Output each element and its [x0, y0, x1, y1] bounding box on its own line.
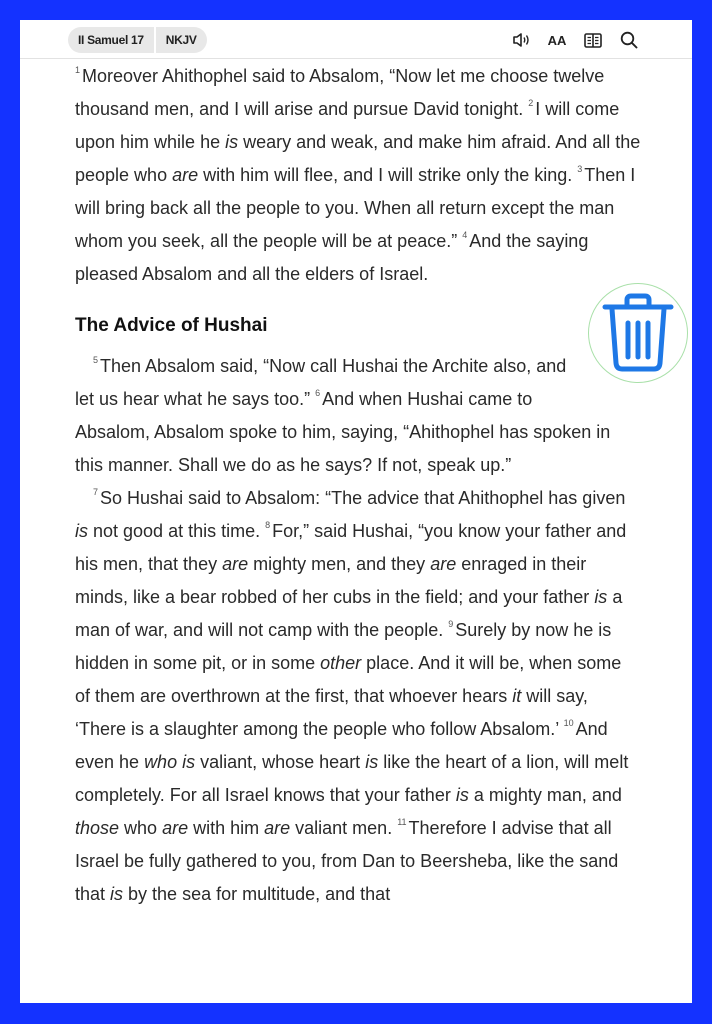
reader-page	[20, 20, 692, 1003]
verse-text: And the saying pleased Absalom and all the elders of Israel.	[75, 231, 589, 284]
italic-text: is	[110, 884, 124, 904]
verse-number: 1	[75, 65, 81, 75]
verse-text: For,” said Hushai, “you know your father and his men, that they	[75, 521, 627, 574]
italic-text: is	[455, 785, 469, 805]
verse-text: And when Hushai came to Absalom, Absalom spoke to him, saying, “Ahithophel has spoken in this manner. Shall we do as he says? If not, speak up.”	[75, 389, 611, 475]
italic-text: it	[512, 686, 522, 706]
verse-text: will say, ‘There is a slaughter among the people who follow Absalom.’	[75, 686, 588, 739]
verse-text: by the sea for multitude, and that	[123, 884, 391, 904]
italic-text: is	[365, 752, 379, 772]
verse-number: 5	[93, 355, 99, 365]
trash-icon	[601, 293, 675, 373]
verse-text: enraged in their minds, like a bear robbed of her cubs in the field; and your father	[75, 554, 595, 607]
verse-text: mighty men, and they	[248, 554, 431, 574]
italic-text: those	[75, 818, 120, 838]
chapter-text	[75, 60, 641, 911]
verse-number: 3	[577, 164, 583, 174]
verse-text: weary and weak, and make him afraid. And all the people who	[75, 132, 641, 185]
verse-number: 8	[265, 520, 271, 530]
paragraph	[75, 350, 641, 482]
verse-text: So Hushai said to Absalom: “The advice that Ahithophel has given	[100, 488, 626, 508]
speaker-icon[interactable]	[510, 30, 532, 50]
verse-text: Then Absalom said, “Now call Hushai the Archite also, and let us hear what he says too.”	[75, 356, 567, 409]
verse-text: Then I will bring back all the people to you. When all return except the man whom you seek, all the people will be at peace.”	[75, 165, 636, 251]
italic-text: other	[320, 653, 362, 673]
verse-number: 11	[397, 817, 407, 827]
verse-number: 10	[563, 718, 574, 728]
verse-text: valiant, whose heart	[195, 752, 366, 772]
italic-text: is	[225, 132, 239, 152]
italic-text: are	[430, 554, 457, 574]
italic-text: are	[172, 165, 199, 185]
italic-text: are	[222, 554, 249, 574]
verse-text: with him	[188, 818, 265, 838]
verse-number: 2	[528, 98, 534, 108]
text-size-icon[interactable]: AA	[547, 32, 567, 48]
search-icon[interactable]	[618, 30, 640, 50]
trash-button[interactable]	[588, 283, 688, 383]
italic-text: are	[264, 818, 291, 838]
book-chapter-button[interactable]: II Samuel 17	[78, 33, 144, 47]
verse-text: I will come upon him while he	[75, 99, 620, 152]
section-heading: The Advice of Hushai	[75, 315, 268, 336]
verse-text: who	[119, 818, 163, 838]
italic-text: is	[75, 521, 88, 541]
verse-number: 4	[462, 230, 468, 240]
verse-number: 9	[448, 619, 454, 629]
verse-text: place. And it will be, when some of them are overthrown at the first, that whoever hears	[75, 653, 622, 706]
paragraph	[75, 482, 641, 911]
verse-number: 7	[93, 487, 99, 497]
version-button[interactable]: NKJV	[165, 33, 197, 47]
passage-selector	[68, 27, 207, 53]
verse-text: a mighty man, and	[468, 785, 622, 805]
verse-text: not good at this time.	[88, 521, 266, 541]
verse-text: valiant men.	[290, 818, 398, 838]
italic-text: are	[162, 818, 189, 838]
paragraph	[75, 60, 641, 291]
verse-text: And even he	[75, 719, 608, 772]
verse-text: Surely by now he is hidden in some pit, or in some	[75, 620, 612, 673]
verse-text: a man of war, and will not camp with the people.	[75, 587, 623, 640]
verse-text: with him will flee, and I will strike only the king.	[198, 165, 578, 185]
verse-number: 6	[315, 388, 321, 398]
verse-text: Moreover Ahithophel said to Absalom, “Now let me choose twelve thousand men, and I will arise and pursue David tonight.	[75, 66, 605, 119]
top-bar	[20, 20, 692, 59]
verse-text: Therefore I advise that all Israel be fully gathered to you, from Dan to Beersheba, like the sand that	[75, 818, 619, 904]
italic-text: who is	[144, 752, 196, 772]
italic-text: is	[594, 587, 608, 607]
book-icon[interactable]	[582, 30, 604, 50]
verse-text: like the heart of a lion, will melt completely. For all Israel knows that your father	[75, 752, 629, 805]
